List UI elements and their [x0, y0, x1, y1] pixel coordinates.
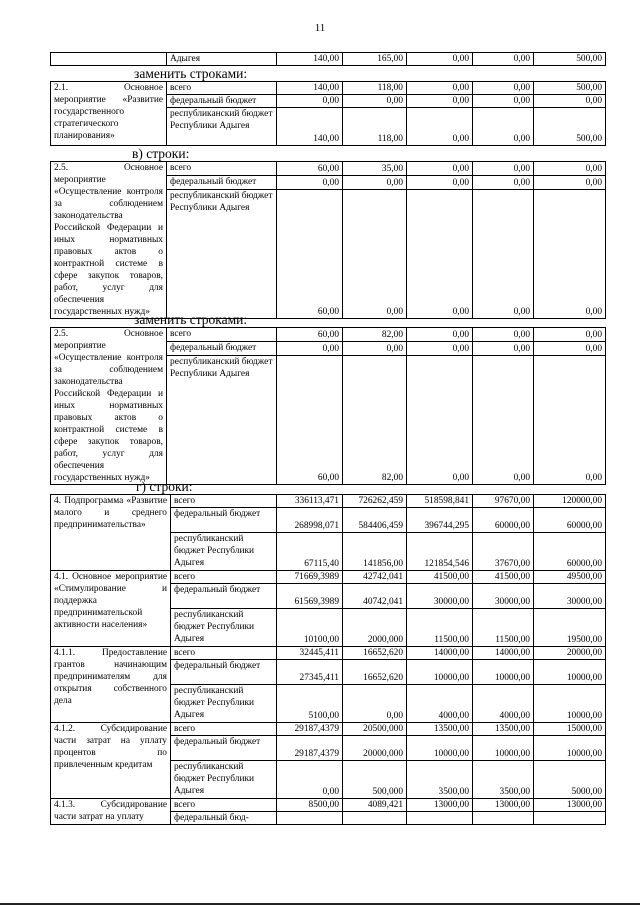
value-col-3: 0,00: [407, 189, 473, 318]
value-col-3: 396744,295: [407, 508, 473, 533]
value-col-5: 15000,00: [534, 723, 606, 736]
value-col-1: 61569,3989: [277, 584, 343, 609]
row-budget-source: республиканский бюджет Республики Адыгея: [171, 609, 277, 647]
row-description: 4. Подпрограмма «Развитие малого и среднего предпринимательства»: [51, 495, 171, 571]
value-col-1: [277, 812, 343, 825]
value-col-1: 0,00: [277, 761, 343, 799]
value-col-1: 60,00: [277, 328, 343, 342]
row-budget-source: федеральный бюджет: [167, 175, 277, 189]
value-col-2: 118,00: [343, 82, 407, 95]
row-description: 2.5. Основное мероприятие «Осуществление контроля за соблюдением законодательства Российской Федерации и иных нормативных правовых актов о контрактной системе в сфере закупок товаров, работ, услуг для обеспечения государственных нужд»: [51, 328, 167, 485]
row-budget-source: республиканский бюджет Республики Адыгея: [171, 685, 277, 723]
value-col-4: 11500,00: [473, 609, 534, 647]
row-description: [51, 53, 167, 66]
table-row: [51, 162, 606, 176]
value-col-2: 82,00: [343, 355, 407, 484]
value-col-5: 120000,00: [534, 495, 606, 508]
value-col-4: 0,00: [473, 53, 534, 66]
value-col-1: 5100,00: [277, 685, 343, 723]
table-row: [51, 495, 606, 508]
value-col-2: 726262,459: [343, 495, 407, 508]
value-col-3: 10000,00: [407, 660, 473, 685]
value-col-2: 20500,000: [343, 723, 407, 736]
table-row: [51, 571, 606, 584]
row-description: 4.1. Основное мероприятие «Стимулирование и поддержка предпринимательской активности населения»: [51, 571, 171, 647]
value-col-4: 10000,00: [473, 660, 534, 685]
value-col-3: 0,00: [407, 341, 473, 355]
budget-table: [50, 52, 606, 66]
value-col-2: 20000,000: [343, 736, 407, 761]
value-col-3: 0,00: [407, 53, 473, 66]
row-budget-source: всего: [167, 328, 277, 342]
value-col-4: 97670,00: [473, 495, 534, 508]
value-col-4: 4000,00: [473, 685, 534, 723]
value-col-1: 60,00: [277, 162, 343, 176]
value-col-1: 0,00: [277, 341, 343, 355]
value-col-3: 10000,00: [407, 736, 473, 761]
value-col-5: 500,00: [534, 108, 606, 146]
value-col-5: 60000,00: [534, 533, 606, 571]
value-col-5: 30000,00: [534, 584, 606, 609]
value-col-5: 5000,00: [534, 761, 606, 799]
value-col-4: 3500,00: [473, 761, 534, 799]
budget-table: [50, 161, 606, 319]
value-col-2: [343, 812, 407, 825]
value-col-1: 32445,411: [277, 647, 343, 660]
section-heading: заменить строками:: [134, 312, 248, 327]
value-col-2: 82,00: [343, 328, 407, 342]
row-budget-source: всего: [167, 82, 277, 95]
value-col-4: 0,00: [473, 328, 534, 342]
section-heading: заменить строками:: [134, 66, 248, 81]
value-col-1: 336113,471: [277, 495, 343, 508]
section-heading: в) строки:: [132, 146, 190, 161]
table-row: [51, 799, 606, 812]
budget-table: [50, 81, 606, 146]
value-col-2: 16652,620: [343, 660, 407, 685]
value-col-4: 14000,00: [473, 647, 534, 660]
row-budget-source: всего: [167, 162, 277, 176]
value-col-5: 49500,00: [534, 571, 606, 584]
row-budget-source: федеральный бюджет: [167, 341, 277, 355]
value-col-1: 10100,00: [277, 609, 343, 647]
table-row: [51, 723, 606, 736]
value-col-3: 0,00: [407, 95, 473, 108]
value-col-4: 13000,00: [473, 799, 534, 812]
value-col-5: 20000,00: [534, 647, 606, 660]
value-col-3: 0,00: [407, 108, 473, 146]
row-budget-source: Адыгея: [167, 53, 277, 66]
row-description: 4.1.1. Предоставление грантов начинающим предпринимателям для открытия собственного дела: [51, 647, 171, 723]
value-col-4: 0,00: [473, 189, 534, 318]
value-col-1: 140,00: [277, 82, 343, 95]
value-col-5: 10000,00: [534, 660, 606, 685]
table-row: [51, 53, 606, 66]
value-col-3: 0,00: [407, 82, 473, 95]
row-budget-source: федеральный бюд-: [171, 812, 277, 825]
row-budget-source: федеральный бюджет: [171, 508, 277, 533]
value-col-1: 140,00: [277, 108, 343, 146]
value-col-5: 0,00: [534, 341, 606, 355]
value-col-2: 0,00: [343, 685, 407, 723]
value-col-3: 0,00: [407, 355, 473, 484]
value-col-5: 19500,00: [534, 609, 606, 647]
value-col-1: 29187,4379: [277, 723, 343, 736]
value-col-1: 71669,3989: [277, 571, 343, 584]
row-description: 4.1.3. Субсидирование части затрат на уплату: [51, 799, 171, 825]
value-col-1: 268998,071: [277, 508, 343, 533]
value-col-5: 0,00: [534, 189, 606, 318]
value-col-3: 14000,00: [407, 647, 473, 660]
value-col-3: 13000,00: [407, 799, 473, 812]
value-col-1: 67115,40: [277, 533, 343, 571]
value-col-1: 0,00: [277, 95, 343, 108]
row-budget-source: федеральный бюджет: [171, 584, 277, 609]
row-description: 2.1. Основное мероприятие «Развитие государственного стратегического планирования»: [51, 82, 167, 146]
row-budget-source: федеральный бюджет: [171, 660, 277, 685]
value-col-2: 4089,421: [343, 799, 407, 812]
row-budget-source: всего: [171, 647, 277, 660]
value-col-3: [407, 812, 473, 825]
value-col-3: 0,00: [407, 175, 473, 189]
row-budget-source: всего: [171, 571, 277, 584]
row-budget-source: республиканский бюджет Республики Адыгея: [167, 355, 277, 484]
value-col-4: 0,00: [473, 82, 534, 95]
value-col-5: 10000,00: [534, 736, 606, 761]
value-col-3: 30000,00: [407, 584, 473, 609]
value-col-5: 10000,00: [534, 685, 606, 723]
row-budget-source: всего: [171, 495, 277, 508]
section-heading: г) строки:: [136, 479, 193, 494]
value-col-3: 0,00: [407, 328, 473, 342]
value-col-3: 11500,00: [407, 609, 473, 647]
value-col-1: 60,00: [277, 189, 343, 318]
value-col-3: 0,00: [407, 162, 473, 176]
value-col-3: 3500,00: [407, 761, 473, 799]
value-col-2: 2000,000: [343, 609, 407, 647]
budget-table: [50, 494, 606, 825]
row-description: 2.5. Основное мероприятие «Осуществление контроля за соблюдением законодательства Российской Федерации и иных нормативных правовых актов о контрактной системе в сфере закупок товаров, работ, услуг для обеспечения государственных нужд»: [51, 162, 167, 319]
value-col-5: 500,00: [534, 82, 606, 95]
value-col-2: 0,00: [343, 95, 407, 108]
section-replace-2-5: [50, 313, 605, 485]
page-number: 11: [314, 22, 326, 34]
row-budget-source: республиканский бюджет Республики Адыгея: [167, 189, 277, 318]
value-col-3: 4000,00: [407, 685, 473, 723]
section-previous-tail: [50, 52, 605, 66]
value-col-1: 60,00: [277, 355, 343, 484]
section-lines-v: [50, 147, 605, 319]
value-col-3: 121854,546: [407, 533, 473, 571]
row-budget-source: всего: [171, 799, 277, 812]
value-col-4: 0,00: [473, 341, 534, 355]
value-col-5: 0,00: [534, 162, 606, 176]
row-description: 4.1.2. Субсидирование части затрат на уплату процентов по привлеченным кредитам: [51, 723, 171, 799]
value-col-4: 0,00: [473, 95, 534, 108]
section-replace-2-1: [50, 67, 605, 146]
value-col-1: 29187,4379: [277, 736, 343, 761]
table-row: [51, 82, 606, 95]
value-col-2: 42742,041: [343, 571, 407, 584]
value-col-4: 60000,00: [473, 508, 534, 533]
value-col-2: 35,00: [343, 162, 407, 176]
value-col-2: 118,00: [343, 108, 407, 146]
value-col-2: 165,00: [343, 53, 407, 66]
value-col-2: 141856,00: [343, 533, 407, 571]
value-col-3: 41500,00: [407, 571, 473, 584]
value-col-4: 0,00: [473, 108, 534, 146]
table-row: [51, 328, 606, 342]
value-col-5: 500,00: [534, 53, 606, 66]
value-col-5: 0,00: [534, 175, 606, 189]
value-col-5: 0,00: [534, 328, 606, 342]
value-col-4: 0,00: [473, 355, 534, 484]
value-col-5: 13000,00: [534, 799, 606, 812]
value-col-4: 41500,00: [473, 571, 534, 584]
value-col-4: 0,00: [473, 175, 534, 189]
value-col-2: 16652,620: [343, 647, 407, 660]
value-col-1: 0,00: [277, 175, 343, 189]
row-budget-source: всего: [171, 723, 277, 736]
row-budget-source: федеральный бюджет: [167, 95, 277, 108]
value-col-2: 0,00: [343, 341, 407, 355]
table-row: [51, 647, 606, 660]
row-budget-source: федеральный бюджет: [171, 736, 277, 761]
value-col-1: 8500,00: [277, 799, 343, 812]
value-col-3: 518598,841: [407, 495, 473, 508]
value-col-5: 0,00: [534, 355, 606, 484]
value-col-5: [534, 812, 606, 825]
value-col-2: 0,00: [343, 189, 407, 318]
row-budget-source: республиканский бюджет Республики Адыгея: [167, 108, 277, 146]
section-lines-g: [50, 480, 605, 825]
row-budget-source: республиканский бюджет Республики Адыгея: [171, 533, 277, 571]
value-col-4: 37670,00: [473, 533, 534, 571]
value-col-1: 140,00: [277, 53, 343, 66]
value-col-2: 584406,459: [343, 508, 407, 533]
value-col-4: 0,00: [473, 162, 534, 176]
value-col-3: 13500,00: [407, 723, 473, 736]
budget-table: [50, 327, 606, 485]
value-col-2: 40742,041: [343, 584, 407, 609]
value-col-5: 0,00: [534, 95, 606, 108]
value-col-5: 60000,00: [534, 508, 606, 533]
value-col-4: 30000,00: [473, 584, 534, 609]
value-col-4: 10000,00: [473, 736, 534, 761]
value-col-2: 0,00: [343, 175, 407, 189]
value-col-4: 13500,00: [473, 723, 534, 736]
row-budget-source: республиканский бюджет Республики Адыгея: [171, 761, 277, 799]
value-col-1: 27345,411: [277, 660, 343, 685]
value-col-2: 500,000: [343, 761, 407, 799]
value-col-4: [473, 812, 534, 825]
